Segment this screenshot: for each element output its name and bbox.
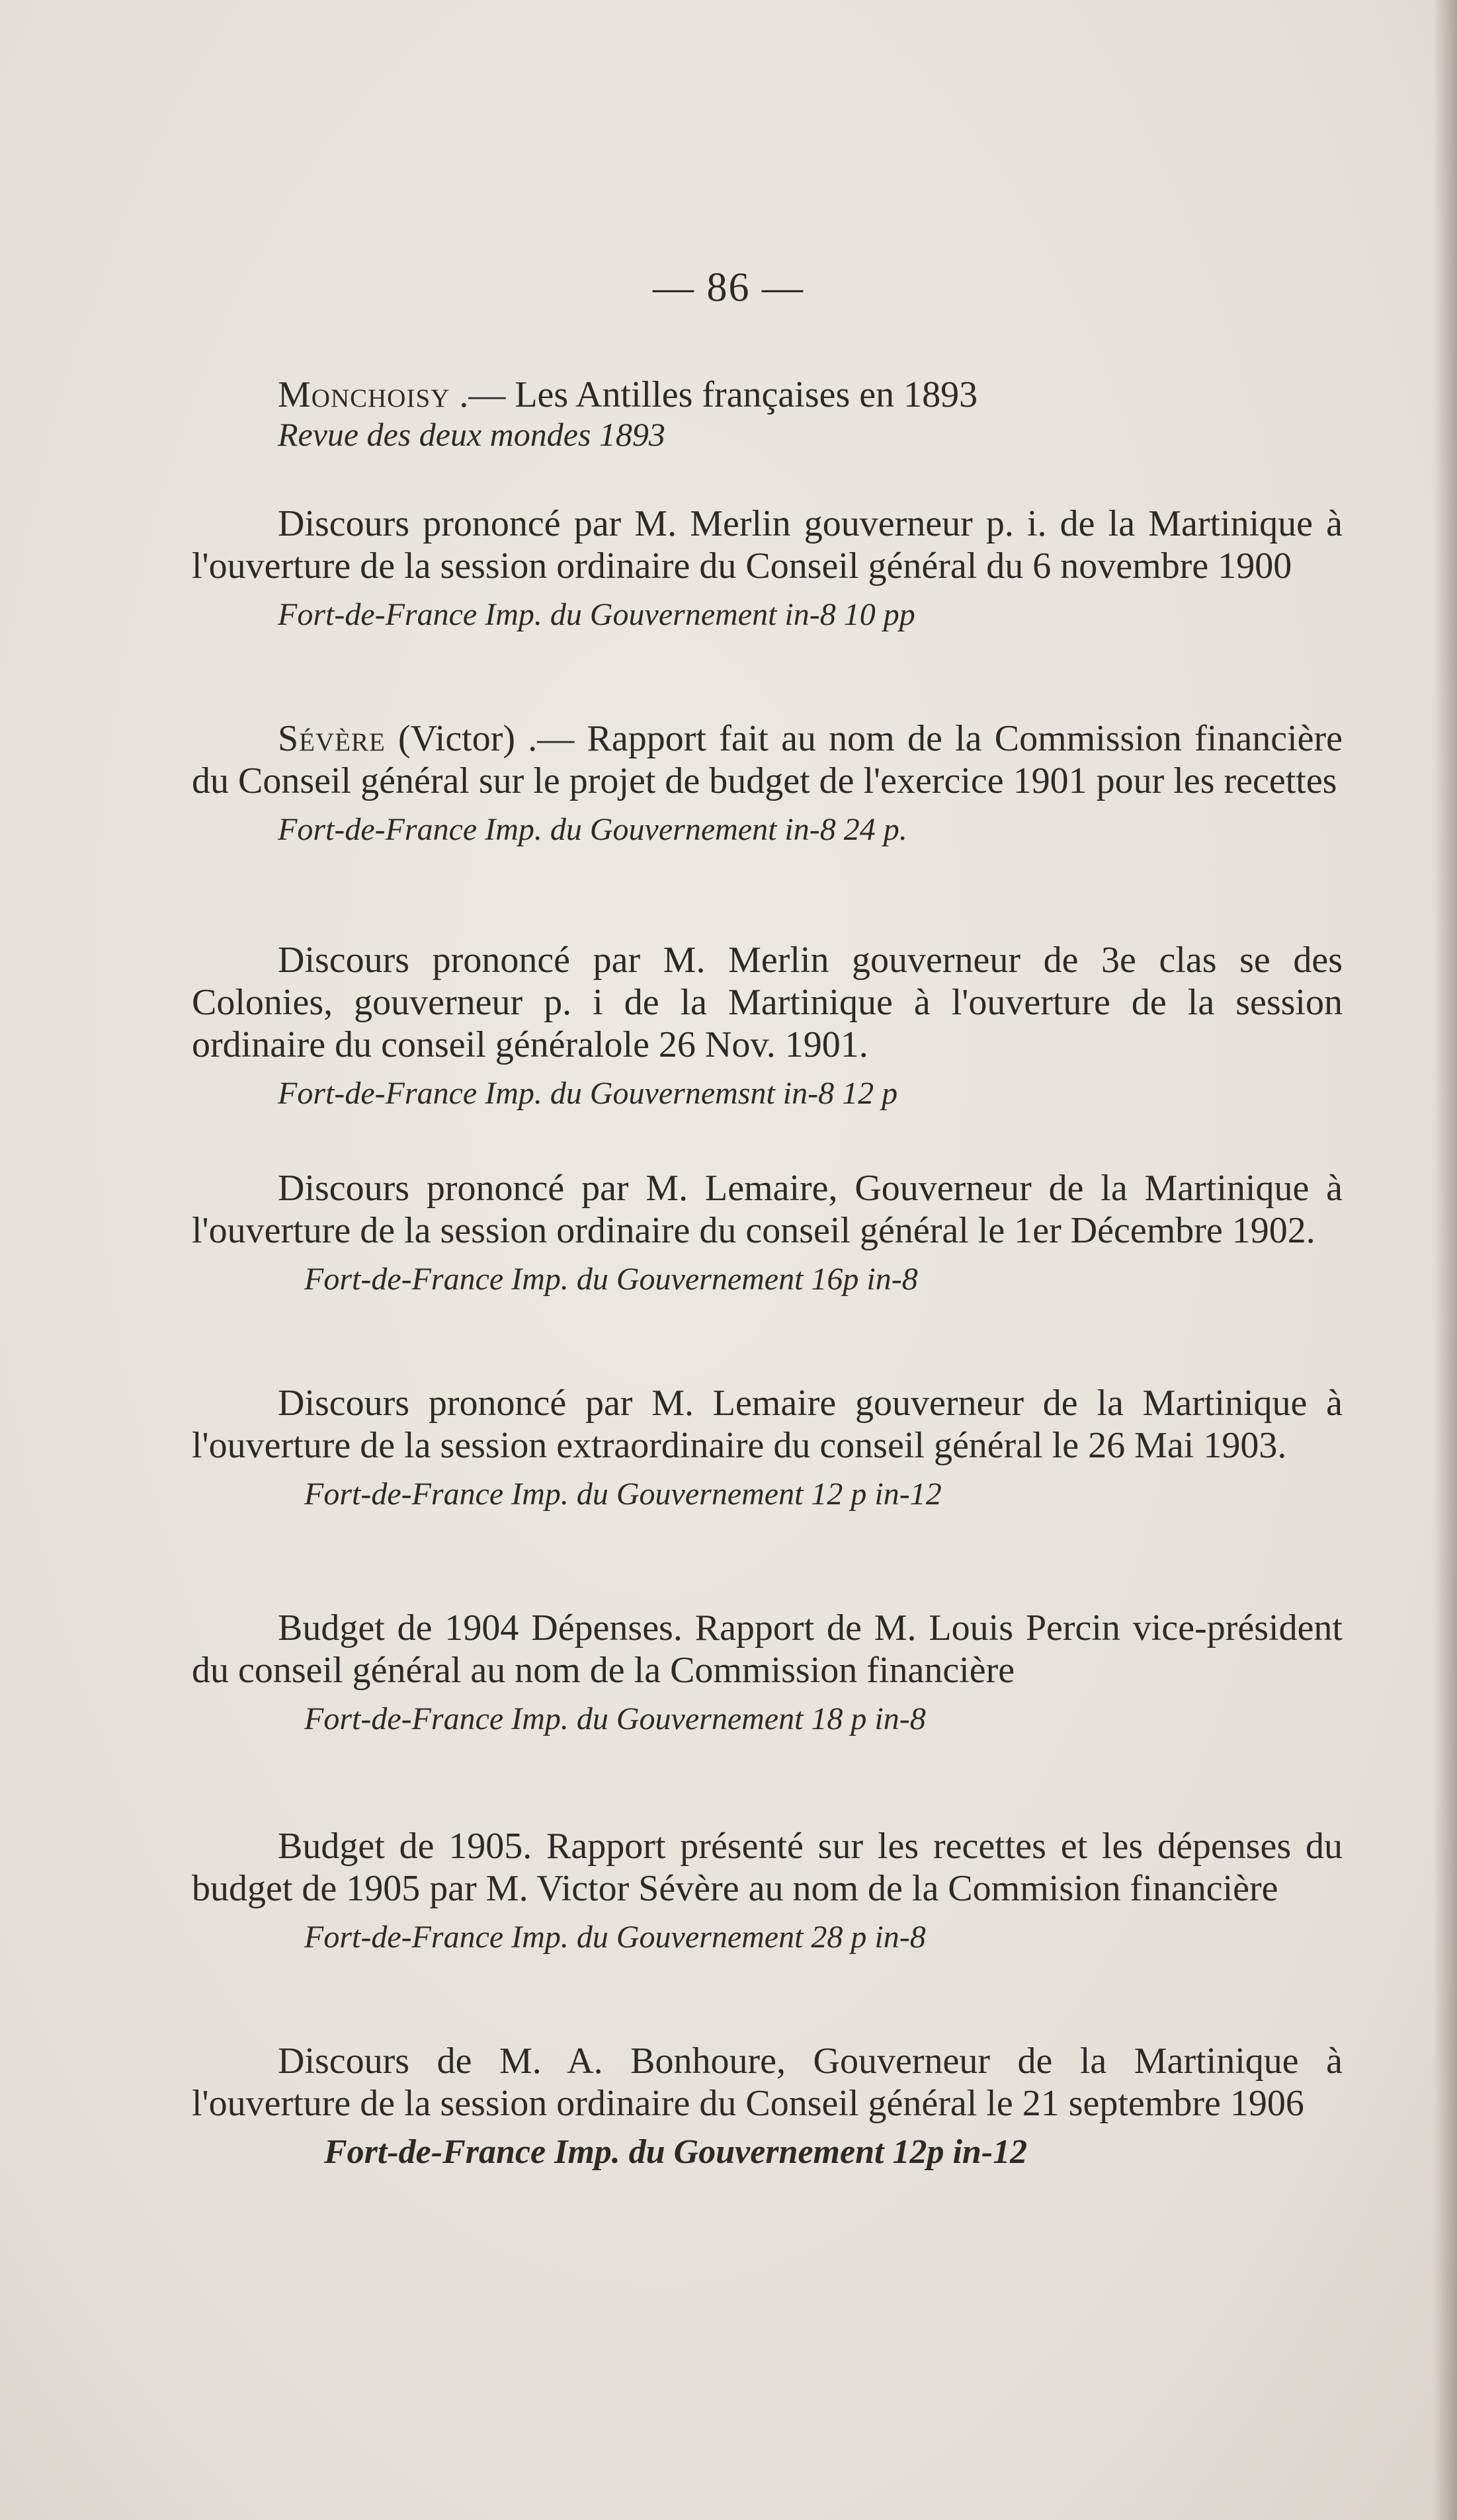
page-edge-shadow — [1433, 0, 1457, 2520]
bibliography-entry — [192, 939, 1343, 1112]
page-number: — 86 — — [653, 265, 804, 310]
bibliography-entry — [192, 503, 1343, 633]
entry-text: Discours de M. A. Bonhoure, Gouverneur de la Martinique à l'ouverture de la session ordinaire du Conseil général le 21 septembre 1906 — [192, 2041, 1343, 2124]
entry-text: Budget de 1905. Rapport présenté sur les recettes et les dépenses du budget de 1905 par M. Victor Sévère au nom de la Commision financière — [192, 1826, 1343, 1909]
entry-imprint: Fort-de-France Imp. du Gouvernement 28 p in-8 — [304, 1920, 926, 1955]
entry-imprint: Fort-de-France Imp. du Gouvernement 12 p in-12 — [304, 1477, 942, 1512]
bibliography-entry — [192, 717, 1343, 848]
entry-text: Discours prononcé par M. Lemaire, Gouverneur de la Martinique à l'ouverture de la session ordinaire du conseil général le 1er Décembre 1902. — [192, 1168, 1343, 1251]
entry-imprint: Fort-de-France Imp. du Gouvernement 18 p in-8 — [304, 1701, 926, 1736]
entry-imprint: Fort-de-France Imp. du Gouvernemsnt in-8 12 p — [278, 1076, 898, 1111]
entry-author: Sévère — [278, 718, 386, 759]
entry-text: Monchoisy .— Les Antilles françaises en 1893 — [278, 374, 978, 415]
entry-text: Sévère (Victor) .— Rapport fait au nom de la Commission financière du Conseil général sur le projet de budget de l'exercice 1901 pour les recettes — [192, 718, 1343, 801]
entry-imprint: Fort-de-France Imp. du Gouvernement in-8 24 p. — [278, 812, 907, 847]
bibliography-entry — [192, 1825, 1343, 1956]
entry-text: Budget de 1904 Dépenses. Rapport de M. Louis Percin vice-président du conseil général au nom de la Commission financière — [192, 1607, 1343, 1691]
entry-text: Discours prononcé par M. Lemaire gouverneur de la Martinique à l'ouverture de la session extraordinaire du conseil général le 26 Mai 1903. — [192, 1383, 1343, 1466]
entry-imprint: Revue des deux mondes 1893 — [278, 416, 665, 453]
bibliography-entry — [192, 2040, 1343, 2171]
entry-imprint: Fort-de-France Imp. du Gouvernement 16p in-8 — [304, 1262, 918, 1297]
bibliography-entry — [192, 1607, 1343, 1738]
bibliography-entry — [192, 374, 1343, 453]
bibliography-entry — [192, 1167, 1343, 1298]
entry-text: Discours prononcé par M. Merlin gouverneur de 3e clas se des Colonies, gouverneur p. i de la Martinique à l'ouverture de la session ordinaire du conseil généralole 26 Nov. 1901. — [192, 940, 1343, 1065]
entry-author: Monchoisy — [278, 374, 450, 415]
entry-imprint: Fort-de-France Imp. du Gouvernement in-8 10 pp — [278, 597, 915, 632]
bibliography-entry — [192, 1382, 1343, 1513]
entry-text: Discours prononcé par M. Merlin gouverneur p. i. de la Martinique à l'ouverture de la session ordinaire du Conseil général du 6 novembre 1900 — [192, 503, 1343, 587]
entry-imprint: Fort-de-France Imp. du Gouvernement 12p in-12 — [324, 2133, 1028, 2171]
